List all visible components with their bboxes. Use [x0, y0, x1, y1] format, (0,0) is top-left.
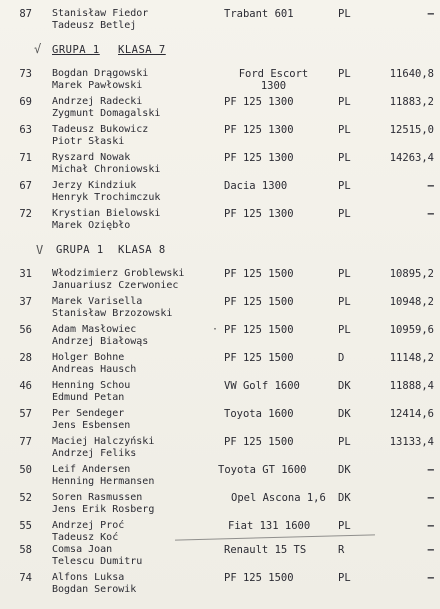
- country-code: PL: [338, 436, 351, 448]
- crew-names: [52, 180, 227, 204]
- crew-names: [52, 572, 227, 596]
- codriver-name: Michał Chroniowski: [52, 164, 161, 175]
- result-time: 10895,2: [389, 268, 434, 280]
- driver-name: Tadeusz Bukowicz: [52, 124, 149, 135]
- start-number: 57: [19, 408, 32, 420]
- result-time: 10948,2: [389, 296, 434, 308]
- start-number: 67: [19, 180, 32, 192]
- result-time: 13133,4: [389, 436, 434, 448]
- driver-name: Andrzej Radecki: [52, 96, 143, 107]
- codriver-name: Piotr Słaski: [52, 136, 125, 147]
- codriver-name: Jens Erik Rosberg: [52, 504, 155, 515]
- country-code: PL: [338, 268, 351, 280]
- start-number: 31: [19, 268, 32, 280]
- codriver-name: Andrzej Białowąs: [52, 336, 149, 347]
- start-number: 55: [19, 520, 32, 532]
- country-code: DK: [338, 380, 351, 392]
- car-model: PF 125 1300: [224, 124, 294, 136]
- check-mark: √: [34, 42, 42, 56]
- country-code: PL: [338, 520, 351, 532]
- codriver-name: Edmund Petan: [52, 392, 125, 403]
- result-time: –: [427, 572, 434, 584]
- car-model: PF 125 1300: [224, 152, 294, 164]
- codriver-name: Telescu Dumitru: [52, 556, 143, 567]
- crew-names: [52, 464, 227, 488]
- country-code: PL: [338, 208, 351, 220]
- country-code: D: [338, 352, 345, 364]
- driver-name: Bogdan Drągowski: [52, 68, 149, 79]
- crew-names: [52, 8, 227, 32]
- result-time: –: [427, 520, 434, 532]
- crew-names: [52, 208, 227, 232]
- country-code: DK: [338, 492, 351, 504]
- crew-names: [52, 436, 227, 460]
- driver-name: Leif Andersen: [52, 464, 131, 475]
- codriver-name: Januariusz Czerwoniec: [52, 280, 179, 291]
- car-model: Opel Ascona 1,6: [231, 492, 326, 504]
- result-time: –: [427, 464, 434, 476]
- codriver-name: Henning Hermansen: [52, 476, 155, 487]
- start-number: 46: [19, 380, 32, 392]
- result-time: 11640,8: [389, 68, 434, 80]
- class-label: KLASA 7: [118, 44, 166, 56]
- country-code: PL: [338, 572, 351, 584]
- start-number: 50: [19, 464, 32, 476]
- car-model: PF 125 1500: [224, 436, 294, 448]
- codriver-name: Tadeusz Koć: [52, 532, 119, 543]
- driver-name: Henning Schou: [52, 380, 131, 391]
- start-number: 52: [19, 492, 32, 504]
- stray-dot: ·: [212, 324, 219, 335]
- result-time: 14263,4: [389, 152, 434, 164]
- car-model: VW Golf 1600: [224, 380, 300, 392]
- car-model: Fiat 131 1600: [228, 520, 311, 532]
- crew-names: [52, 296, 227, 320]
- driver-name: Adam Masłowiec: [52, 324, 137, 335]
- driver-name: Soren Rasmussen: [52, 492, 143, 503]
- driver-name: Per Sendeger: [52, 408, 125, 419]
- driver-name: Włodzimierz Groblewski: [52, 268, 185, 279]
- crew-names: [52, 152, 227, 176]
- result-time: –: [427, 8, 434, 20]
- driver-name: Stanisław Fiedor: [52, 8, 149, 19]
- result-time: 12515,0: [389, 124, 434, 136]
- crew-names: [52, 492, 227, 516]
- driver-name: Marek Varisella: [52, 296, 143, 307]
- crew-names: [52, 544, 227, 568]
- crew-names: [52, 324, 227, 348]
- car-model: PF 125 1500: [224, 296, 294, 308]
- car-model: Trabant 601: [224, 8, 294, 20]
- crew-names: [52, 96, 227, 120]
- crew-names: [52, 380, 227, 404]
- result-time: 10959,6: [389, 324, 434, 336]
- country-code: R: [338, 544, 345, 556]
- codriver-name: Zygmunt Domagalski: [52, 108, 161, 119]
- country-code: PL: [338, 124, 351, 136]
- country-code: PL: [338, 152, 351, 164]
- car-model: PF 125 1500: [224, 268, 294, 280]
- codriver-name: Jens Esbensen: [52, 420, 131, 431]
- driver-name: Ryszard Nowak: [52, 152, 131, 163]
- codriver-name: Henryk Trochimczuk: [52, 192, 161, 203]
- driver-name: Comsa Joan: [52, 544, 113, 555]
- codriver-name: Marek Pawłowski: [52, 80, 143, 91]
- country-code: PL: [338, 324, 351, 336]
- start-number: 77: [19, 436, 32, 448]
- start-number: 73: [19, 68, 32, 80]
- codriver-name: Bogdan Serowik: [52, 584, 137, 595]
- country-code: PL: [338, 8, 351, 20]
- group-label: GRUPA 1: [52, 44, 100, 56]
- crew-names: [52, 352, 227, 376]
- car-model: PF 125 1500: [224, 324, 294, 336]
- car-model: PF 125 1300: [224, 208, 294, 220]
- crew-names: [52, 520, 227, 544]
- start-number: 74: [19, 572, 32, 584]
- result-time: –: [427, 544, 434, 556]
- driver-name: Krystian Bielowski: [52, 208, 161, 219]
- class-label: KLASA 8: [118, 244, 166, 256]
- country-code: DK: [338, 464, 351, 476]
- car-model: PF 125 1500: [224, 352, 294, 364]
- country-code: PL: [338, 180, 351, 192]
- result-time: 12414,6: [389, 408, 434, 420]
- codriver-name: Marek Oziębło: [52, 220, 131, 231]
- result-time: 11883,2: [389, 96, 434, 108]
- start-number: 69: [19, 96, 32, 108]
- country-code: PL: [338, 96, 351, 108]
- codriver-name: Tadeusz Betlej: [52, 20, 137, 31]
- car-model: Ford Escort 1300: [238, 68, 309, 92]
- start-number: 71: [19, 152, 32, 164]
- start-number: 72: [19, 208, 32, 220]
- country-code: PL: [338, 296, 351, 308]
- car-model: PF 125 1300: [224, 96, 294, 108]
- start-number: 28: [19, 352, 32, 364]
- result-time: –: [427, 208, 434, 220]
- car-model: PF 125 1500: [224, 572, 294, 584]
- crew-names: [52, 408, 227, 432]
- start-number: 63: [19, 124, 32, 136]
- start-number: 87: [19, 8, 32, 20]
- driver-name: Andrzej Proć: [52, 520, 125, 531]
- driver-name: Alfons Luksa: [52, 572, 125, 583]
- start-number: 56: [19, 324, 32, 336]
- crew-names: [52, 124, 227, 148]
- result-time: 11148,2: [389, 352, 434, 364]
- driver-name: Maciej Halczyński: [52, 436, 155, 447]
- start-number: 37: [19, 296, 32, 308]
- driver-name: Holger Bohne: [52, 352, 125, 363]
- car-model: Dacia 1300: [224, 180, 288, 192]
- start-number: 58: [19, 544, 32, 556]
- codriver-name: Andreas Hausch: [52, 364, 137, 375]
- crew-names: [52, 268, 227, 292]
- car-model: Toyota GT 1600: [218, 464, 307, 476]
- car-model: Renault 15 TS: [224, 544, 307, 556]
- driver-name: Jerzy Kindziuk: [52, 180, 137, 191]
- result-time: –: [427, 492, 434, 504]
- result-time: –: [427, 180, 434, 192]
- crew-names: [52, 68, 227, 92]
- check-mark: V: [36, 243, 44, 257]
- codriver-name: Andrzej Feliks: [52, 448, 137, 459]
- country-code: DK: [338, 408, 351, 420]
- codriver-name: Stanisław Brzozowski: [52, 308, 173, 319]
- country-code: PL: [338, 68, 351, 80]
- group-label: GRUPA 1: [56, 244, 104, 256]
- car-model: Toyota 1600: [224, 408, 294, 420]
- result-time: 11888,4: [389, 380, 434, 392]
